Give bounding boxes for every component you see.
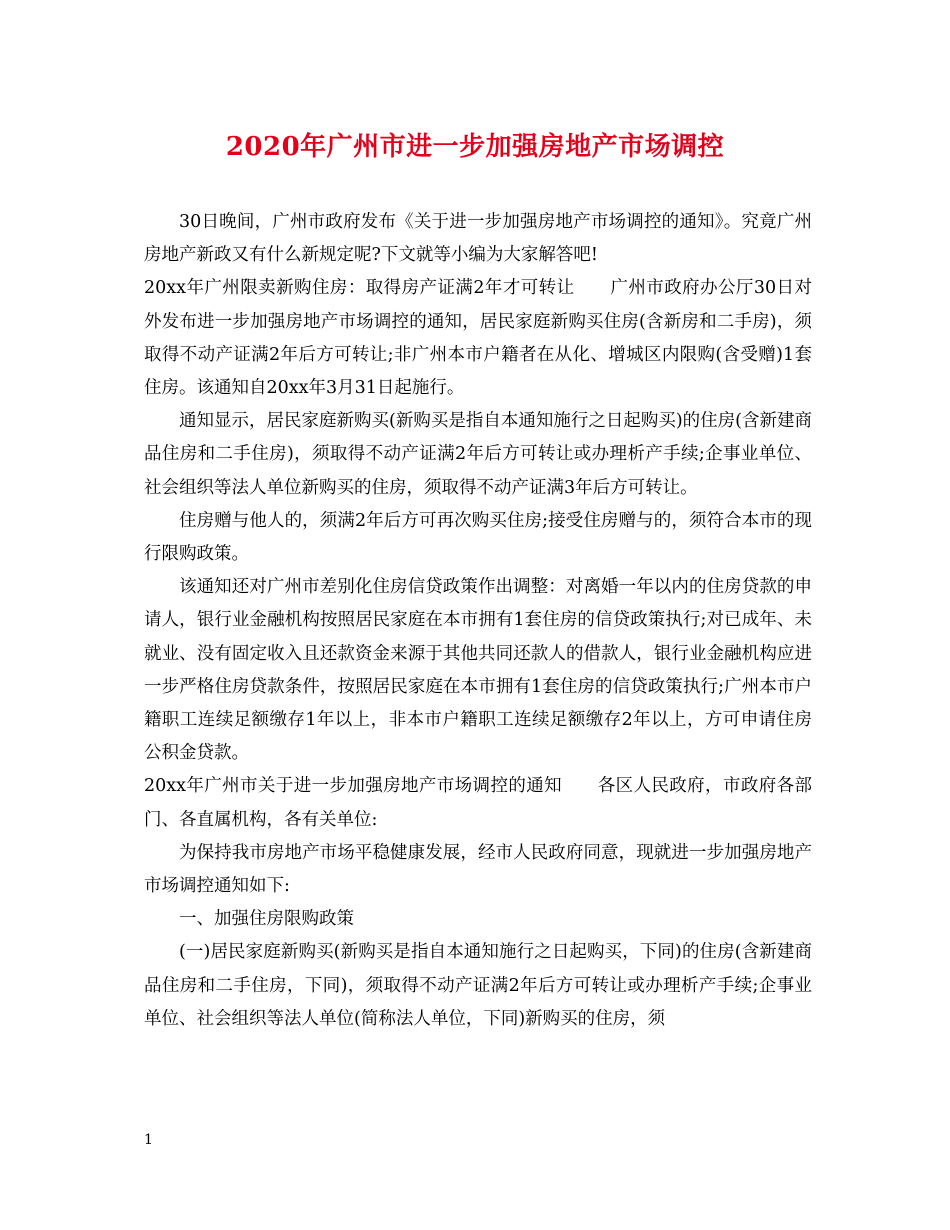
page-number: 1 (144, 1132, 153, 1148)
paragraph: (一)居民家庭新购买(新购买是指自本通知施行之日起购买，下同)的住房(含新建商品住房和二手住房，下同)，须取得不动产证满2年后方可转让或办理析产手续;企事业单位、社会组织等法人单位(简称法人单位，下同)新购买的住房，须 (144, 942, 812, 1029)
paragraph: 30日晚间，广州市政府发布《关于进一步加强房地产市场调控的通知》。究竟广州房地产新政又有什么新规定呢?下文就等小编为大家解答吧! (144, 212, 812, 266)
paragraph: 住房赠与他人的，须满2年后方可再次购买住房;接受住房赠与的，须符合本市的现行限购政策。 (144, 510, 812, 565)
paragraph: 20xx年广州市关于进一步加强房地产市场调控的通知 各区人民政府，市政府各部门、各直属机构，各有关单位: (144, 776, 812, 830)
paragraph: 20xx年广州限卖新购住房：取得房产证满2年才可转让 广州市政府办公厅30日对外发布进一步加强房地产市场调控的通知，居民家庭新购买住房(含新房和二手房)，须取得不动产证满2年后方可转让;非广州本市户籍者在从化、增城区内限购(含受赠)1套住房。该通知自20xx年3月31日起施行。 (144, 278, 812, 399)
paragraph: 通知显示，居民家庭新购买(新购买是指自本通知施行之日起购买)的住房(含新建商品住房和二手住房)，须取得不动产证满2年后方可转让或办理析产手续;企事业单位、社会组织等法人单位新购买的住房，须取得不动产证满3年后方可转让。 (144, 411, 812, 498)
document-title: 2020年广州市进一步加强房地产市场调控 (225, 132, 725, 162)
document-body (144, 206, 812, 1036)
paragraph: 为保持我市房地产市场平稳健康发展，经市人民政府同意，现就进一步加强房地产市场调控通知如下: (144, 842, 812, 897)
paragraph: 一、加强住房限购政策 (179, 909, 354, 930)
paragraph: 该通知还对广州市差别化住房信贷政策作出调整：对离婚一年以内的住房贷款的申请人，银行业金融机构按照居民家庭在本市拥有1套住房的信贷政策执行;对已成年、未就业、没有固定收入且还款资金来源于其他共同还款人的借款人，银行业金融机构应进一步严格住房贷款条件，按照居民家庭在本市拥有1套住房的信贷政策执行;广州本市户籍职工连续足额缴存1年以上，非本市户籍职工连续足额缴存2年以上，方可申请住房公积金贷款。 (144, 577, 812, 764)
